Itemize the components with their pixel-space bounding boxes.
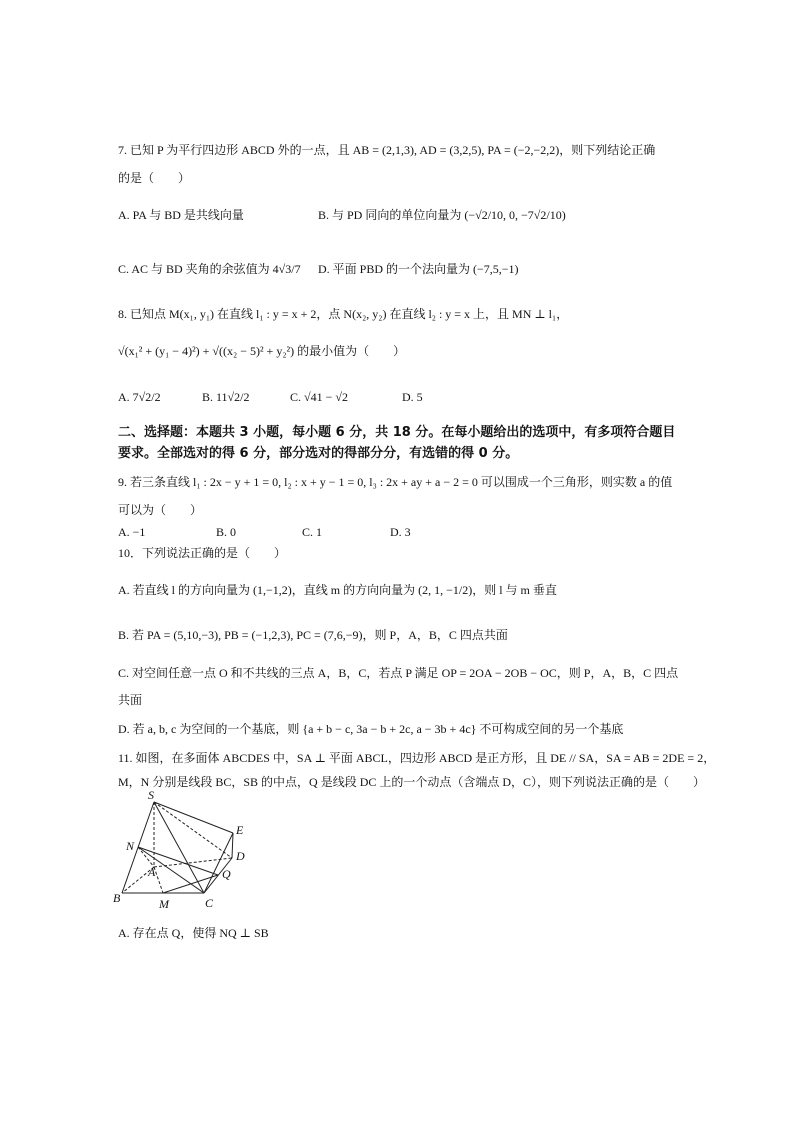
q10-stem: 10．下列说法正确的是（ ） [118, 546, 287, 560]
q10-option-c-line1: C. 对空间任意一点 O 和不共线的三点 A，B，C，若点 P 满足 OP = 2OA − 2OB − OC，则 P，A，B，C 四点 [118, 666, 679, 680]
q7-option-d: D. 平面 PBD 的一个法向量为 (−7,5,−1) [318, 262, 519, 276]
label-Q: Q [222, 867, 231, 881]
polyhedron-figure [110, 790, 270, 915]
edge-ED [232, 833, 233, 858]
edge-MQ [163, 875, 218, 893]
q8-option-a: A. 7√2/2 [118, 390, 161, 404]
q10-option-d: D. 若 a, b, c 为空间的一个基底，则 {a + b − c, 3a − b + 2c, a − 3b + 4c} 不可构成空间的另一个基底 [118, 722, 624, 736]
q9-option-d: D. 3 [390, 525, 411, 539]
edge-SE [154, 802, 233, 833]
q8-stem-line1: 8. 已知点 M(x₁, y₁) 在直线 l₁ : y = x + 2，点 N(x₂, y₂) 在直线 l₂ : y = x 上，且 MN ⊥ l₁， [118, 307, 569, 321]
q8-option-c: C. √41 − √2 [290, 390, 348, 404]
label-M: M [159, 897, 169, 911]
q11-stem-line1: 11. 如图，在多面体 ABCDES 中，SA ⊥ 平面 ABCL，四边形 ABCD 是正方形，且 DE // SA，SA = AB = 2DE = 2， [118, 751, 716, 765]
q7-stem-line1: 7. 已知 P 为平行四边形 ABCD 外的一点，且 AB = (2,1,3), AD = (3,2,5), PA = (−2,−2,2)，则下列结论正确 [118, 143, 656, 157]
edge-AM [154, 867, 163, 893]
q10-option-b: B. 若 PA = (5,10,−3), PB = (−1,2,3), PC = (7,6,−9)，则 P，A，B，C 四点共面 [118, 628, 508, 642]
q10-option-c-line2: 共面 [118, 693, 143, 707]
label-E: E [236, 823, 244, 837]
q11-option-a: A. 存在点 Q，使得 NQ ⊥ SB [118, 926, 269, 940]
label-S: S [148, 790, 154, 802]
q7-option-b: B. 与 PD 同向的单位向量为 (−√2/10, 0, −7√2/10) [318, 208, 566, 222]
edge-SC [154, 802, 204, 893]
q9-stem-line2: 可以为（ ） [118, 503, 203, 517]
q11-stem-line2: M，N 分别是线段 BC，SB 的中点，Q 是线段 DC 上的一个动点（含端点 D，C），则下列说法正确的是（ ） [118, 775, 706, 789]
edge-AD [154, 858, 232, 867]
q9-option-b: B. 0 [216, 525, 237, 539]
q7-option-c: C. AC 与 BD 夹角的余弦值为 4√3/7 [118, 262, 301, 276]
edge-EC [204, 833, 233, 893]
q9-option-c: C. 1 [302, 525, 323, 539]
label-A: A [148, 865, 156, 879]
q10-option-a: A. 若直线 l 的方向向量为 (1,−1,2)，直线 m 的方向向量为 (2, 1, −1/2)，则 l 与 m 垂直 [118, 583, 557, 597]
edge-SD [154, 802, 232, 858]
section2-heading-line2: 要求。全部选对的得 6 分，部分选对的得部分分，有选错的得 0 分。 [118, 446, 519, 461]
label-B: B [113, 891, 121, 905]
q9-option-a: A. −1 [118, 525, 146, 539]
q8-option-b: B. 11√2/2 [202, 390, 250, 404]
section2-heading-line1: 二、选择题：本题共 3 小题，每小题 6 分，共 18 分。在每小题给出的选项中，有多项符合题目 [118, 425, 676, 440]
q8-stem-line2: √(x₁² + (y₁ − 4)²) + √((x₂ − 5)² + y₂²) 的最小值为（ ） [118, 344, 406, 358]
label-N: N [126, 839, 135, 853]
q7-option-a: A. PA 与 BD 是共线向量 [118, 208, 244, 222]
q8-option-d: D. 5 [402, 390, 423, 404]
q7-stem-line2: 的是（ ） [118, 171, 191, 185]
label-D: D [236, 849, 245, 863]
label-C: C [205, 896, 214, 910]
q9-stem-line1: 9. 若三条直线 l₁ : 2x − y + 1 = 0, l₂ : x + y − 1 = 0, l₃ : 2x + ay + a − 2 = 0 可以围成一个三角形，则实数 a 的值 [118, 475, 673, 489]
